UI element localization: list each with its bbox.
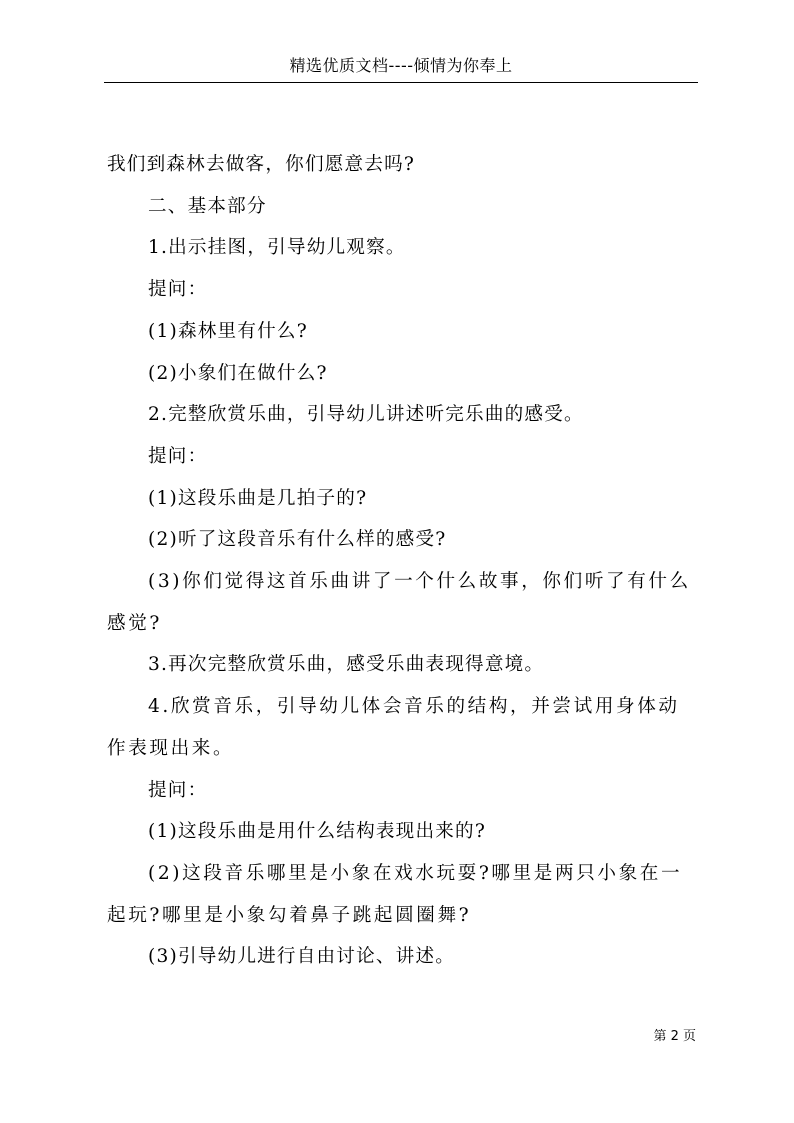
header-title: 精选优质文档----倾情为你奉上 [289, 56, 513, 75]
paragraph: 提问： [148, 445, 208, 467]
paragraph: 提问： [148, 279, 208, 301]
paragraph: (1)森林里有什么? [148, 320, 308, 342]
paragraph: 二、基本部分 [148, 195, 267, 217]
paragraph: (2)听了这段音乐有什么样的感受? [148, 529, 447, 551]
page-number: 第 2 页 [653, 1029, 696, 1044]
paragraph: (2)这段音乐哪里是小象在戏水玩耍?哪里是两只小象在一起玩?哪里是小象勾着鼻子跳起圆圈舞? [107, 862, 683, 926]
paragraph: 我们到森林去做客，你们愿意去吗? [107, 154, 416, 175]
paragraph: 1.出示挂图，引导幼儿观察。 [148, 237, 406, 259]
paragraph: (3)你们觉得这首乐曲讲了一个什么故事，你们听了有什么感觉? [107, 571, 691, 634]
paragraph: (1)这段乐曲是几拍子的? [148, 487, 368, 509]
paragraph: 提问： [148, 779, 208, 801]
paragraph: (1)这段乐曲是用什么结构表现出来的? [148, 821, 487, 843]
page-header [104, 56, 698, 83]
paragraph: 2.完整欣赏乐曲，引导幼儿讲述听完乐曲的感受。 [148, 404, 584, 426]
paragraph: 4.欣赏音乐，引导幼儿体会音乐的结构，并尝试用身体动作表现出来。 [107, 696, 680, 759]
paragraph: (2)小象们在做什么? [148, 362, 328, 384]
paragraph: (3)引导幼儿进行自由讨论、讲述。 [148, 946, 456, 968]
paragraph: 3.再次完整欣赏乐曲，感受乐曲表现得意境。 [148, 654, 545, 676]
document-body [107, 144, 697, 978]
